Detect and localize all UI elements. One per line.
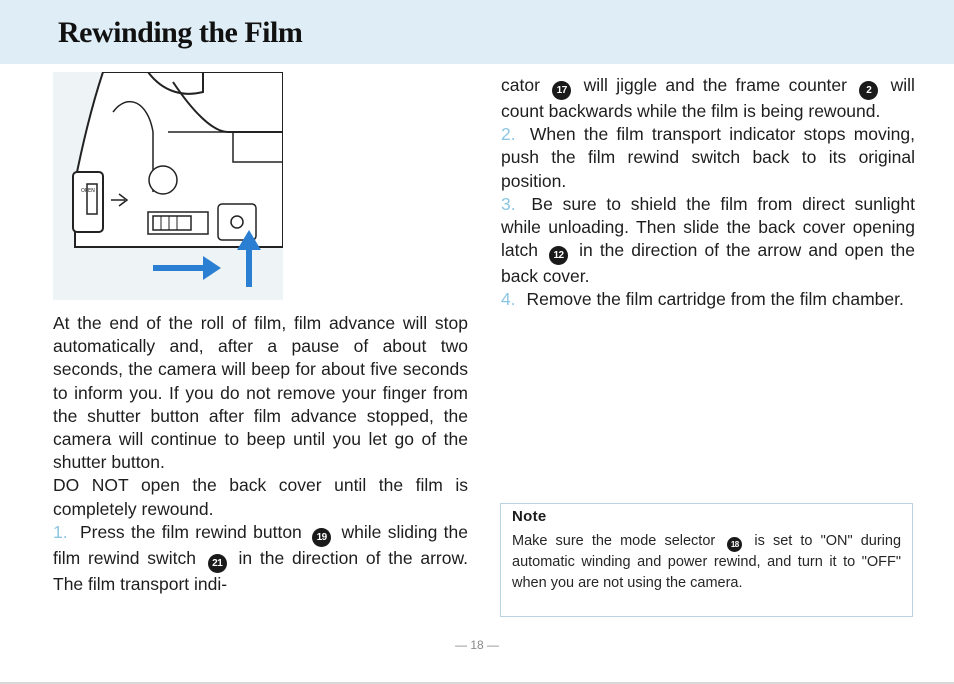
intro-paragraph: At the end of the roll of film, film advance will stop automatically and, after a pause of about two seconds, the camera will beep for about five seconds to inform you. If you do not remove your finger from the shutter button after film advance stopped, the camera will continue to beep until you let go of the shutter button. <box>53 313 468 473</box>
ref-badge: 19 <box>312 528 331 547</box>
note-body <box>512 531 901 594</box>
ref-badge: 21 <box>208 554 227 573</box>
note-title: Note <box>512 508 547 525</box>
ref-badge: 18 <box>727 537 742 552</box>
step-text: while sliding the film rewind switch <box>53 521 468 568</box>
ref-badge: 2 <box>859 81 878 100</box>
page-title: Rewinding the Film <box>58 16 303 49</box>
step-text: will count backwards while the film is being rewound. <box>501 75 915 121</box>
open-label: OPEN <box>81 188 95 194</box>
step-number: 3. <box>501 193 516 214</box>
step-1 <box>53 521 468 596</box>
step-text: cator <box>501 75 540 95</box>
camera-illustration <box>53 72 283 300</box>
left-column <box>53 312 468 596</box>
camera-back-drawing <box>53 72 283 300</box>
right-column <box>501 74 915 312</box>
continuation-paragraph <box>501 74 915 123</box>
step-4 <box>501 288 915 311</box>
step-3 <box>501 193 915 289</box>
step-2 <box>501 123 915 193</box>
step-number: 4. <box>501 289 516 310</box>
step-number: 2. <box>501 124 516 145</box>
step-text: When the film transport indicator stops moving, push the film rewind switch back to its original position. <box>501 124 915 191</box>
step-text: Be sure to shield the film from direct sunlight while unloading. Then slide the back cover opening latch <box>501 193 915 261</box>
note-text: Make sure the mode selector <box>512 533 716 549</box>
step-number: 1. <box>53 521 68 542</box>
ref-badge: 12 <box>549 246 568 265</box>
step-text: in the direction of the arrow. The film transport indi- <box>53 547 468 594</box>
warning-paragraph: DO NOT open the back cover until the film is completely rewound. <box>53 475 468 519</box>
step-text: Press the film rewind button <box>79 521 302 542</box>
step-text: will jiggle and the frame counter <box>583 75 847 95</box>
header-band <box>0 0 954 64</box>
note-box <box>500 503 913 617</box>
note-text: is set to "ON" during automatic winding and power rewind, and turn it to "OFF" when you are not using the camera. <box>512 533 902 591</box>
step-text: Remove the film cartridge from the film chamber. <box>526 289 904 310</box>
ref-badge: 17 <box>552 81 571 100</box>
step-text: in the direction of the arrow and open the back cover. <box>501 240 915 287</box>
page-number: — 18 — <box>454 638 499 652</box>
